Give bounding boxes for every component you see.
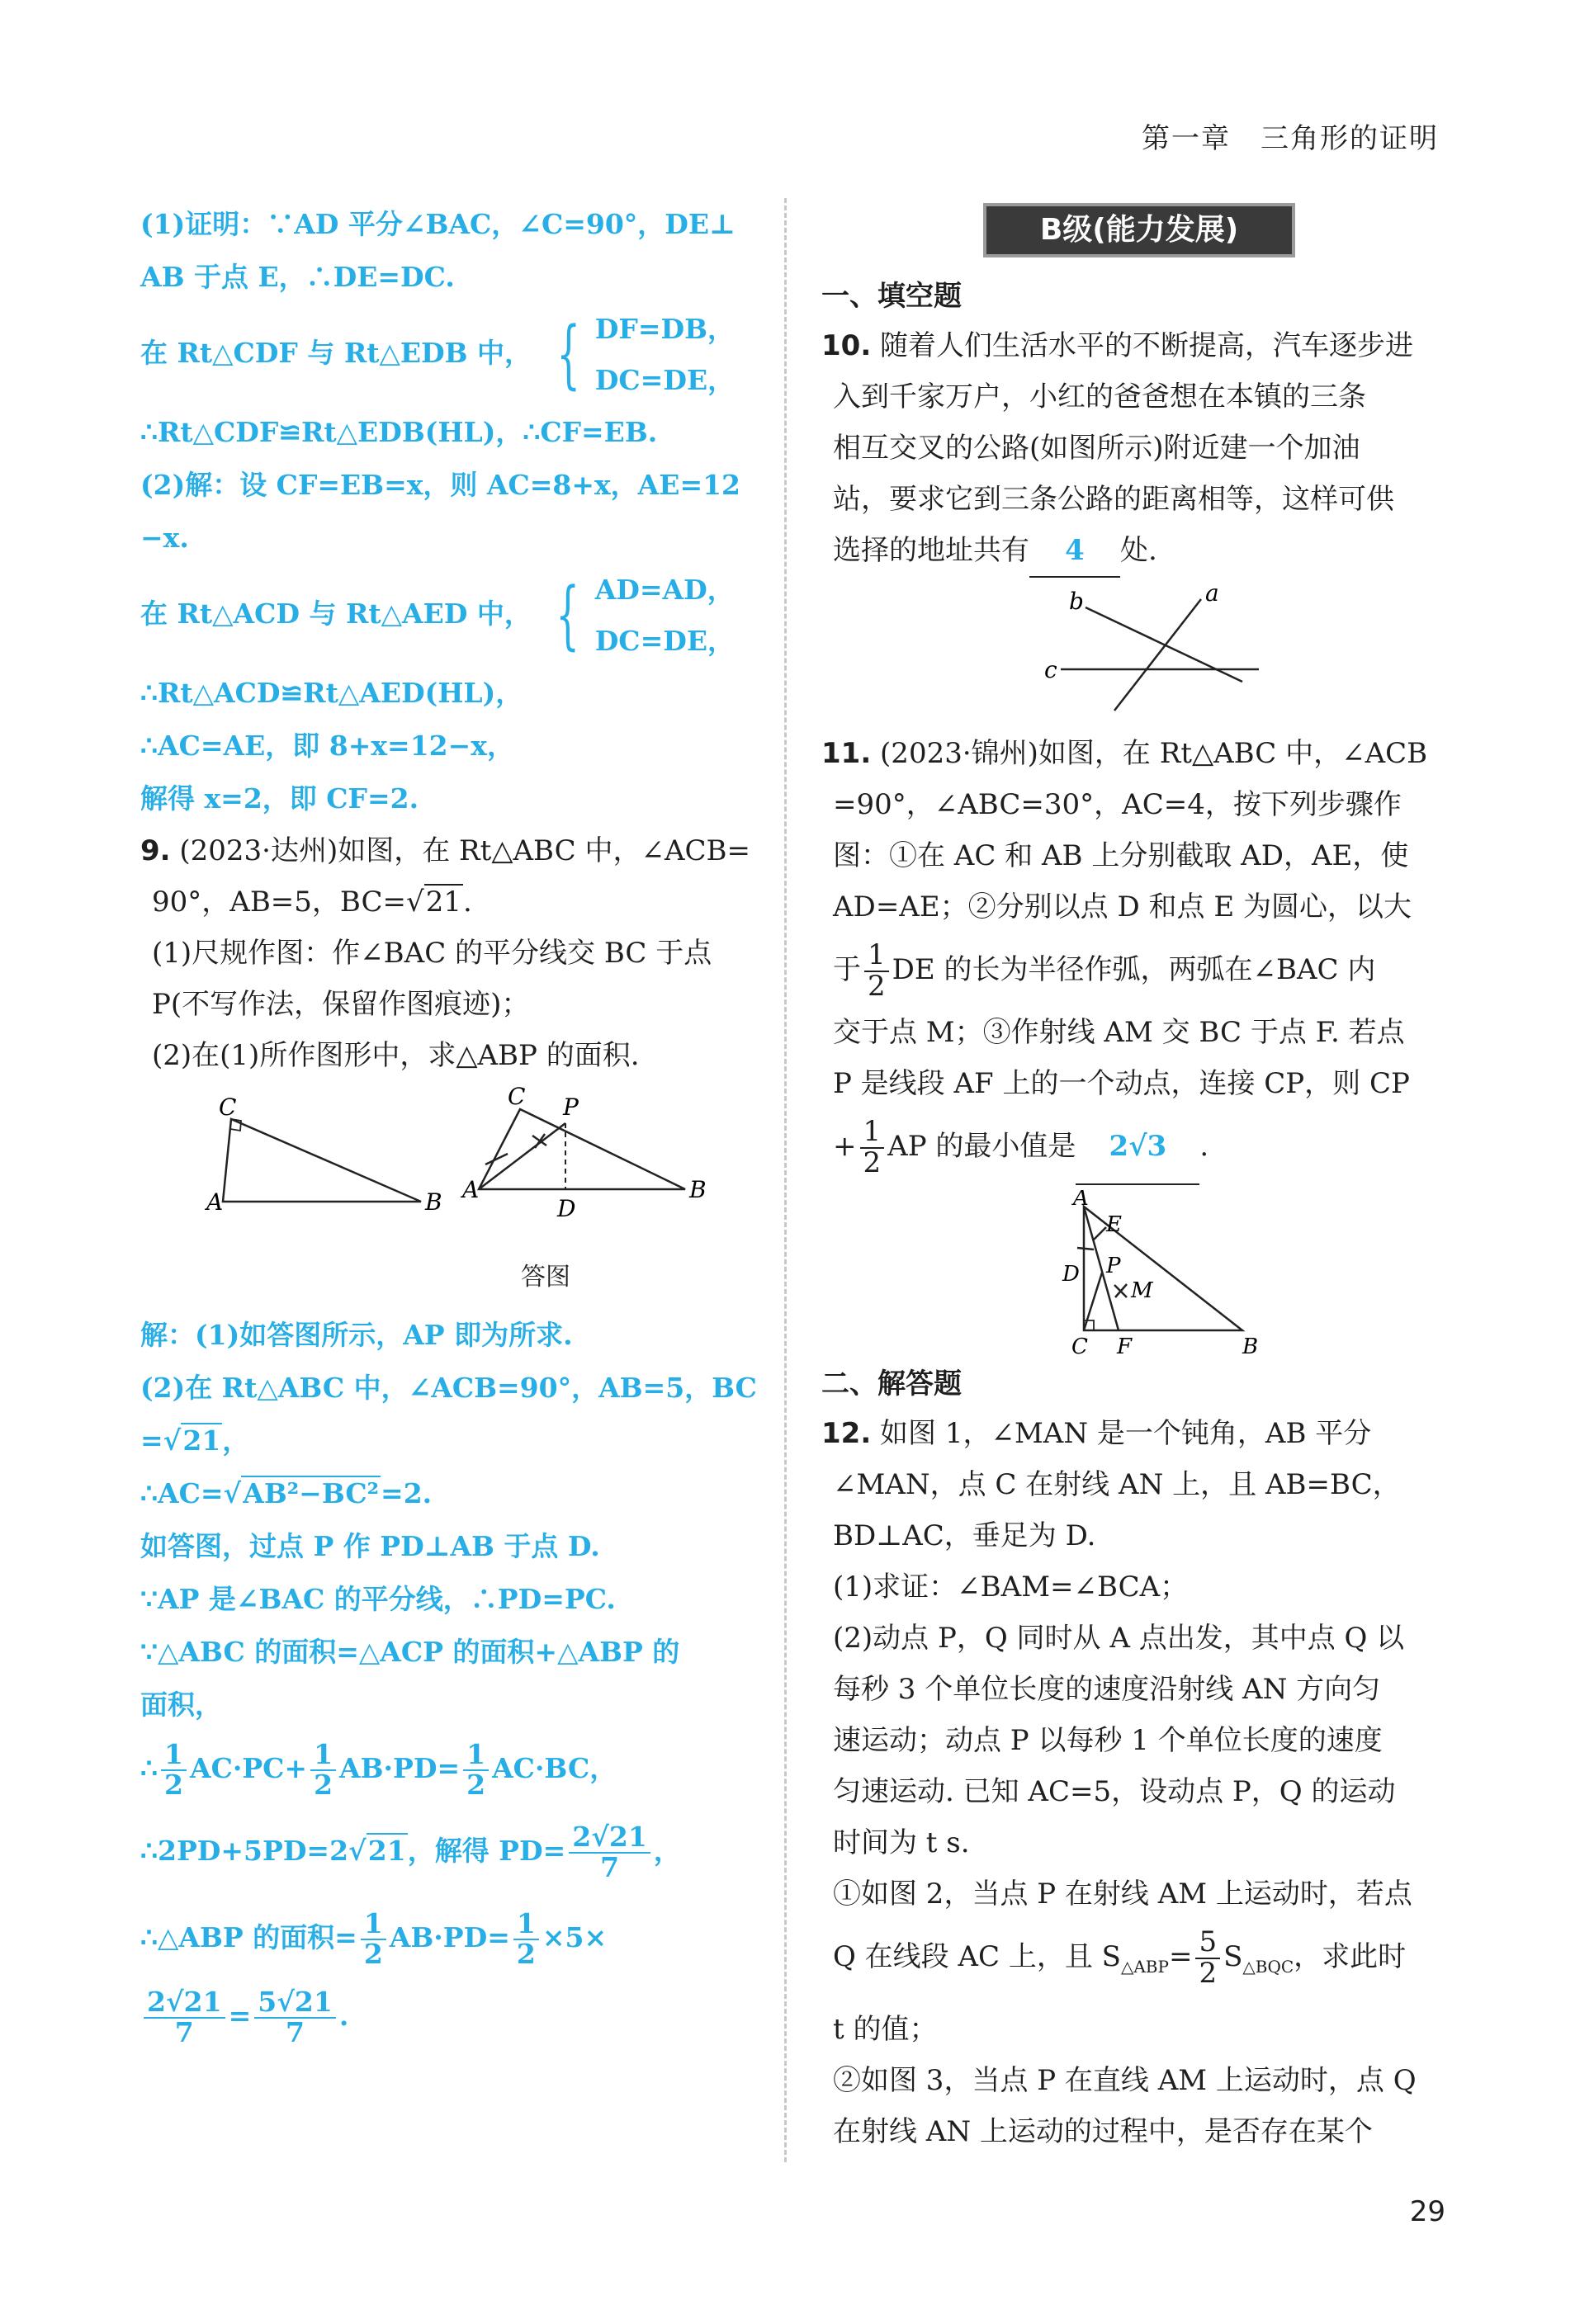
q9-label-B: B xyxy=(425,1188,442,1216)
q9-figures xyxy=(140,1086,761,1251)
question-12: 12. 如图 1，∠MAN 是一个钝角，AB 平分 ∠MAN，点 C 在射线 AN 上，且 AB=BC， BD⊥AC，垂足为 D. (1)求证：∠BAM=∠BCA； (2)动点 P，Q 同时从 A 点出发，其中点 Q 以 每秒 3 个单位长度的速度沿射线 AN 方向匀 速运动；动点 P 以每秒 1 个单位长度的速度 匀速运动. 已知 AC=5，设动点 P，Q 的运动 时间为 t s. ①如图 2，当点 P 在射线 AM 上运动时，若点 Q 在线段 AC 上，且 $S_{\triangle ABP}=$ $\frac{5}{2}$ $S_{\triangle BQC}$，求此时 t 的值； ②如图 3，当点 P 在直线 AM 上运动时，点 Q 在射线 AN 上运动的过程中，是否存在某个 xyxy=(821,1417,1417,2148)
level-banner: B级(能力发展) xyxy=(983,203,1295,257)
q11-label-D: D xyxy=(1062,1262,1080,1287)
q9-label-A: A xyxy=(206,1188,224,1216)
q10-figure xyxy=(821,583,1457,723)
q9-solution: 解：(1)如答图所示，AP 即为所求. (2)在 Rt△ABC 中，∠ACB=90°，AB=5，BC =√21， ∴AC=√AB²−BC²=2. 如答图，过点 P 作 PD⊥AB 于点 D. ∵AP 是∠BAC 的平分线，∴PD=PC. ∵△ABC 的面积=△ACP 的面积+△ABP 的 面积， ∴ $\frac{1}{2}$ AC·PC+ $\frac{1}{2}$ AB·PD= $\frac{1}{2}$ AC·BC， ∴2PD+5PD=2√21，解得 PD= $\frac{2√21}{7}$ ， ∴△ABP 的面积= $\frac{1}{2}$ AB·PD= $\frac{1}{2}$ ×5× $\frac{2√21}{7}$ = $\frac{5√21}{7}$ . xyxy=(140,1319,757,2048)
q8-solution: (1)证明：∵AD 平分∠BAC，∠C=90°，DE⊥ AB 于点 E，∴DE=DC. 在 Rt△CDF 与 Rt△EDB 中， { DF=DB， DC=DE， ∴Rt△CDF≌Rt△EDB(HL)，∴CF=EB. (2)解：设 CF=EB=x，则 AC=8+x，AE=12 −x. 在 Rt△ACD 与 Rt△AED 中， { AD=AD， DC=DE， ∴Rt△ACD≌Rt△AED(HL)， ∴AC=AE，即 8+x=12−x， 解得 x=2，即 CF=2. xyxy=(140,208,741,815)
q11-label-P: P xyxy=(1106,1254,1121,1278)
q11-label-B: B xyxy=(1242,1334,1259,1355)
q11-figure xyxy=(821,1190,1457,1355)
q11-label-E: E xyxy=(1106,1212,1122,1237)
q9-answer-label-P: P xyxy=(563,1094,579,1121)
q11-label-C: C xyxy=(1071,1334,1088,1355)
q10-label-a: a xyxy=(1205,583,1219,607)
question-11: 11. (2023·锦州)如图，在 Rt△ABC 中，∠ACB =90°，∠ABC=30°，AC=4，按下列步骤作 图：①在 AC 和 AB 上分别截取 AD，AE，使 AD=AE；②分别以点 D 和点 E 为圆心，以大 于 $\frac{1}{2}$ DE 的长为半径作弧，两弧在∠BAC 内 交于点 M；③作射线 AM 交 BC 于点 F. 若点 P 是线段 AF 上的一个动点，连接 CP，则 CP + $\frac{1}{2}$ AP 的最小值是 2√3 . xyxy=(821,728,1457,1185)
left-column xyxy=(140,198,761,2053)
q9-answer-label-B: B xyxy=(689,1176,707,1203)
q11-label-F: F xyxy=(1117,1334,1133,1355)
q11-label-M: M xyxy=(1131,1278,1153,1303)
q9-answer-label-A: A xyxy=(462,1176,480,1203)
q10-answer-blank: 4 xyxy=(1029,525,1120,578)
q9-caption: 答图 xyxy=(521,1263,570,1292)
question-9: 9. (2023·达州)如图，在 Rt△ABC 中，∠ACB= 90°，AB=5，BC=√21. (1)尺规作图：作∠BAC 的平分线交 BC 于点 P(不写作法，保留作图痕迹)； (2)在(1)所作图形中，求△ABP 的面积. xyxy=(140,834,750,1072)
brace-icon: { xyxy=(556,311,580,398)
q10-label-b: b xyxy=(1069,588,1084,615)
question-10: 10. 随着人们生活水平的不断提高，汽车逐步进 入到千家万户，小红的爸爸想在本镇的三条 相互交叉的公路(如图所示)附近建一个加油 站，要求它到三条公路的距离相等，这样可供 选择的地址共有 4 处. xyxy=(821,320,1457,578)
section-fill-in: 一、填空题 xyxy=(821,280,962,313)
q9-label-C: C xyxy=(219,1094,237,1121)
q9-answer-label-D: D xyxy=(557,1195,576,1222)
q9-triangle xyxy=(223,1119,421,1202)
q10-label-c: c xyxy=(1044,656,1057,683)
page-number: 29 xyxy=(1409,2195,1445,2228)
chapter-header: 第一章 三角形的证明 xyxy=(1142,122,1439,155)
section-solve: 二、解答题 xyxy=(821,1367,962,1401)
q11-answer-blank: 2√3 xyxy=(1076,1109,1199,1185)
column-divider xyxy=(784,198,787,2162)
q9-answer-triangle xyxy=(479,1109,685,1189)
right-column xyxy=(821,198,1457,2157)
brace-icon: { xyxy=(556,572,580,659)
q11-label-A: A xyxy=(1073,1190,1089,1211)
q9-answer-label-C: C xyxy=(508,1086,526,1110)
